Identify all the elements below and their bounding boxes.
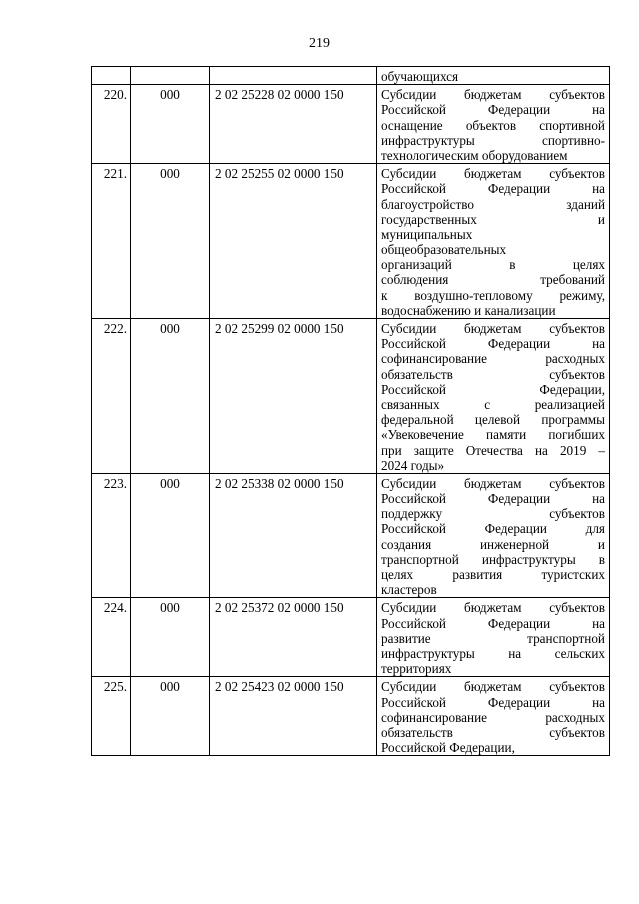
description-line: связанных с реализацией: [381, 396, 605, 412]
description-line: Субсидии бюджетам субъектов: [381, 166, 605, 182]
description-line: софинансирование расходных: [381, 351, 605, 367]
budget-classification-table: [91, 66, 610, 756]
description-line: Субсидии бюджетам субъектов: [381, 600, 605, 616]
table-row: [92, 85, 610, 164]
description-line: муниципальных: [381, 226, 473, 242]
description-line: территориях: [381, 661, 452, 677]
description-cell: [377, 164, 610, 319]
row-number-cell: 223.: [92, 473, 131, 598]
description-line: соблюдения требований: [381, 272, 605, 288]
description-line: благоустройство зданий: [381, 196, 605, 212]
description-line: софинансирование расходных: [381, 709, 605, 725]
table-body: [92, 67, 610, 756]
description-line: обязательств субъектов: [381, 366, 605, 382]
description-line: при защите Отечества на 2019 –: [381, 442, 605, 458]
description-line: инфраструктуры на сельских: [381, 645, 605, 661]
description-line: технологическим оборудованием: [381, 147, 568, 163]
admin-code-cell: 000: [131, 319, 210, 474]
budget-code-cell: 2 02 25228 02 0000 150: [210, 85, 377, 164]
row-number-cell: 224.: [92, 598, 131, 677]
table-row: [92, 677, 610, 756]
table-row: [92, 164, 610, 319]
description-line: государственных и: [381, 211, 605, 227]
description-line: организаций в целях: [381, 257, 605, 273]
budget-code-cell: 2 02 25338 02 0000 150: [210, 473, 377, 598]
admin-code-cell: [131, 67, 210, 85]
row-number-cell: 220.: [92, 85, 131, 164]
description-line: кластеров: [381, 582, 437, 598]
description-line: Российской Федерации на: [381, 102, 605, 118]
description-line: инфраструктуры спортивно-: [381, 132, 605, 148]
description-cell: [377, 67, 610, 85]
description-cell: [377, 598, 610, 677]
admin-code-cell: 000: [131, 598, 210, 677]
budget-code-cell: 2 02 25299 02 0000 150: [210, 319, 377, 474]
description-cell: [377, 85, 610, 164]
description-cell: [377, 319, 610, 474]
description-cell: [377, 677, 610, 756]
row-number-cell: 222.: [92, 319, 131, 474]
admin-code-cell: 000: [131, 164, 210, 319]
description-line: Субсидии бюджетам субъектов: [381, 87, 605, 103]
description-line: общеобразовательных: [381, 242, 507, 258]
row-number-cell: 221.: [92, 164, 131, 319]
description-line: обучающихся: [381, 69, 459, 84]
description-line: создания инженерной и: [381, 536, 605, 552]
table-row: [92, 598, 610, 677]
description-line: Российской Федерации на: [381, 181, 605, 197]
table-row: [92, 319, 610, 474]
budget-code-cell: 2 02 25423 02 0000 150: [210, 677, 377, 756]
budget-code-cell: [210, 67, 377, 85]
description-line: оснащение объектов спортивной: [381, 117, 605, 133]
description-line: к воздушно-тепловому режиму,: [381, 287, 605, 303]
row-number-cell: [92, 67, 131, 85]
description-line: Российской Федерации на: [381, 336, 605, 352]
description-line: транспортной инфраструктуры в: [381, 551, 605, 567]
description-line: Российской Федерации на: [381, 491, 605, 507]
description-line: Российской Федерации для: [381, 521, 605, 537]
description-line: развитие транспортной: [381, 630, 605, 646]
description-line: водоснабжению и канализации: [381, 302, 556, 318]
description-line: Российской Федерации на: [381, 615, 605, 631]
admin-code-cell: 000: [131, 473, 210, 598]
description-line: Субсидии бюджетам субъектов: [381, 679, 605, 695]
description-cell: [377, 473, 610, 598]
table-row-continuation: [92, 67, 610, 85]
description-line: Субсидии бюджетам субъектов: [381, 321, 605, 336]
description-line: Российской Федерации,: [381, 740, 515, 756]
description-line: Российской Федерации,: [381, 381, 605, 397]
description-line: 2024 годы»: [381, 457, 445, 473]
description-line: федеральной целевой программы: [381, 412, 605, 428]
description-line: обязательств субъектов: [381, 724, 605, 740]
budget-code-cell: 2 02 25372 02 0000 150: [210, 598, 377, 677]
description-line: Российской Федерации на: [381, 694, 605, 710]
description-line: Субсидии бюджетам субъектов: [381, 475, 605, 491]
table-row: [92, 473, 610, 598]
row-number-cell: 225.: [92, 677, 131, 756]
admin-code-cell: 000: [131, 677, 210, 756]
description-line: поддержку субъектов: [381, 506, 605, 522]
description-line: «Увековечение памяти погибших: [381, 427, 605, 443]
page-number: 219: [309, 36, 330, 51]
budget-code-cell: 2 02 25255 02 0000 150: [210, 164, 377, 319]
admin-code-cell: 000: [131, 85, 210, 164]
description-line: целях развития туристских: [381, 567, 605, 582]
